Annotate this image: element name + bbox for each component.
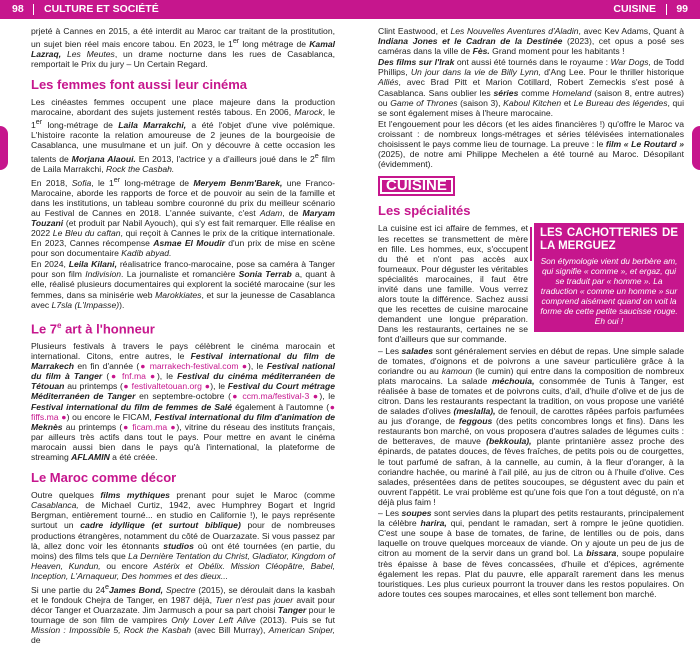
intro-paragraph: prjeté à Cannes en 2015, a été interdit au Maroc car traitant de la prostitution, un sujet bien réel mais encore tabou. En 2023, le 1er long métrage de Kamal Lazraq, Les Meutes, un drame nocturne dans les rues de Casablanca, remportait le Prix du jury – Un Certain Regard. <box>31 26 336 70</box>
femmes-paragraph-1: Les cinéastes femmes occupent une place majeure dans la production marocaine, abordant des sujets justement restés tabous. En 2006, Marock, le 1er long-métrage de Laila Marrakchi, a été l'objet d'une vive polémique. L'histoire raconte la relation amoureuse de 2 jeunes de la bourgeoisie de Casablanca, une musulmane et un juif. On y découvre à cette occasion les talents de Morjana Alaoui. En 2013, l'actrice y a d'ailleurs joué dans le 2e film de Laila Marrakchi, Rock the Casbah. <box>31 97 336 174</box>
femmes-paragraph-2: En 2018, Sofia, le 1er long-métrage de Meryem Benm'Barek, une Franco-Marocaine, aborde les rapports de force et de pouvoir au sein de la famille et dans les institutions, un tableau sombre couronné du prix du meilleur scénario au Festival de Cannes en 2018. L'année suivante, c'est Adam, de Maryam Touzani (et produit par Nabil Ayouch), qui s'y est fait remarquer. Elle réalise en 2022 Le Bleu du caftan, qui reçoit à Cannes le prix de la critique internationale. En 2023, Cannes récompense Asmae El Moudir d'un prix de mise en scène pour son documentaire Kadib abyad. <box>31 175 335 259</box>
left-page-header <box>0 0 350 19</box>
femmes-paragraph-3: En 2024, Leila Kilani, réalisatrice franco-marocaine, pose sa caméra à Tanger pour son film Indivision. La journaliste et romancière Sonia Terrab a, quant à elle, réalisé plusieurs documentaires qui explorent la société marocaine (sur les femmes, dans sa minisérie web Marokkiates, et sur la jeunesse de Casablanca avec L7sla (L'Impasse)). <box>31 259 336 310</box>
link-fnf[interactable]: ● fnf.ma ● <box>109 371 157 382</box>
heading-decor: Le Maroc comme décor <box>31 470 177 486</box>
link-ficam[interactable]: ● ficam.ma ● <box>122 421 177 432</box>
left-edge-tab <box>0 126 8 170</box>
heading-femmes: Les femmes font aussi leur cinéma <box>31 77 248 93</box>
link-festival-tetouan[interactable]: ● festivaltetouan.org ● <box>122 381 211 392</box>
left-section-title: CULTURE ET SOCIÉTÉ <box>44 3 159 15</box>
header-divider <box>666 4 667 15</box>
right-section-title: CUISINE <box>613 3 656 15</box>
continued-paragraph-3: Et l'engouement pour les décors (et les aides financières !) qu'offre le Maroc va croissant : de nombreux longs-métrages et séries télévisées internationales choisissent le pays comme lieu de tournage. La preuve : le film « Le Routard » (2025), de notre ami Philippe Mechelen a été tourné au Maroc. Désopilant (évidemment). <box>378 118 684 170</box>
link-marrakech-festival[interactable]: ● marrakech-festival.com ● <box>139 361 249 372</box>
decor-paragraph-2: Si une partie du 24eJames Bond, Spectre (2015), se déroulait dans la kasbah et le fondouk Chejra de Tanger, en 1987 déjà, Tuer n'est pas jouer avait pour décor Tanger et Ouarzazate. Jim Jarmusch a pour sa part choisi Tanger pour le tournage de son film de vampires Only Lover Left Alive (2013). Puis se fut Mission : Impossible 5, Rock the Kasbah (avec Bill Murray), American Sniper, de <box>31 582 336 646</box>
cuisine-chapter-label: CUISINE <box>378 176 455 196</box>
heading-specialites: Les spécialités <box>378 203 471 219</box>
left-column <box>31 26 335 646</box>
link-fiffs[interactable]: ● fiffs.ma ● <box>31 401 335 422</box>
soupes-paragraph: – Les soupes sont servies dans la plupart des petits restaurants, principalement la célèbre harira, qui, pendant le ramadan, sert à rompre le jeûne quotidien. C'est une soupe à base de tomates, de farine, de lentilles ou de pois, dans laquelle on trouve quelques morceaux de viande. On y ajoute un peu de jus de citron au moment de la servir dans un grand bol. La bissara, soupe populaire très épaisse à base de fèves concassées, d'huile et d'épices, agrémente également les repas. Plat du pauvre, elle apparaît rarement dans les menus touristiques. Les plus curieux pourront la trouver dans les restos populaires. On adore toutes ces soupes marocaines, et elles sont tellement bon marché. <box>378 508 684 599</box>
decor-paragraph-1: Outre quelques films mythiques prenant pour sujet le Maroc (comme Casablanca, de Michael Curtiz, 1942, avec Humphrey Bogart et Ingrid Bergman, entièrement tourné... en studio en Californie !), le pays représente surtout un cadre idyllique (et surtout biblique) pour de nombreuses productions étrangères, notamment du côté de Ouarzazate. Si vous passez par là, allez donc voir les étonnants studios où ont été tournées (en partie, du moins) des films tels que La Dernière Tentation du Christ, Gladiator, Kingdom of Heaven, Kundun, ou encore Astérix et Obélix. Mission Cléopâtre, Babel, Inception, L'Arnaqueur, Des hommes et des dieux... <box>31 490 335 581</box>
page-number-right: 99 <box>676 3 688 15</box>
right-page-header <box>350 0 700 19</box>
specialites-paragraph-1: La cuisine est ici affaire de femmes, et les recettes se transmettent de mère en fille. Les hommes, eux, s'occupent du thé et n'ont pas accès aux fourneaux. Pour déguster les véritables spécialités marocaines, il faut être invité dans une famille. Vous verrez alors toute la différence. Sachez aussi que les recettes de cuisine marocaine demandent une longue préparation. Dans les restaurants, certaines ne se font d'ailleurs que sur commande. <box>378 223 528 345</box>
header-divider <box>33 4 34 15</box>
right-page <box>350 0 700 599</box>
sidebar-title: LES CACHOTTERIES DE LA MERGUEZ <box>540 227 678 252</box>
page-number-left: 98 <box>12 3 24 15</box>
continued-paragraph-2: Des films sur l'Irak ont aussi été tournés dans le royaume : War Dogs, de Todd Phillips, Un jour dans la vie de Billy Lynn, d'Ang Lee. Pour le thriller historique Alliés, avec Brad Pitt et Marion Cotillard, Robert Zemeckis s'est posé à Casablanca. Sans oublier les séries comme Homeland (saison 8, entre autres) ou Game of Thrones (saison 3), Kaboul Kitchen et Le Bureau des légendes, qui se sont également mises à l'heure marocaine. <box>378 57 685 118</box>
right-column <box>378 26 684 600</box>
specialites-section <box>378 223 684 598</box>
right-edge-tab <box>692 126 700 170</box>
continued-paragraph-1: Clint Eastwood, et Les Nouvelles Aventures d'Aladin, avec Kev Adams, Quant à Indiana Jones et le Cadran de la Destinée (2023), cet opus a posé ses caméras dans la ville de Fès. Grand moment pour les habitants ! <box>378 26 684 57</box>
heading-7e-art: Le 7e art à l'honneur <box>31 320 155 337</box>
merguez-sidebar-box <box>534 223 684 332</box>
salades-paragraph: – Les salades sont généralement servies en début de repas. Une simple salade de tomates, d'oignons et de poivrons a une saveur particulière grâce à la coriandre ou au kamoun (le cumin) qui entre dans la composition de nombreux plats marocains. La salade méchouia, consommée de Tunis à Tanger, est réalisée à base de tomates et de poivrons cuits, d'ail, d'huile d'olive et de jus de citron. Dans les restaurants respectant la tradition, on vous propose une variété de salades d'olives (meslalla), de fenouil, de carottes râpées parfois parfumées au jus d'orange, de feggous (des petits concombres longs et fins). Dans les restaurants bon marché, on vous proposera d'autres salades de légumes cuits : de betteraves, de mauve (bekkoula), plante printanière assez proche des épinards, de patates douces, de fèves fraîches, de petits pois ou de courgettes, le tout parfumé de safran, à la cannelle, au cumin, à la fleur d'oranger, à la coriandre hachée, ou mariné à l'ail pilé, au jus de citron ou à l'huile d'olive. Ces salades, présentées dans de petites soucoupes, se dégustent avec du pain et ouvrent l'appétit. Le vrai problème est qu'une fois que l'on a tout dégusté, on n'a déjà plus faim ! <box>378 345 684 507</box>
sidebar-body: Son étymologie vient du berbère am, qui signifie « comme », et ergaz, qui se traduit par « homme ». La traduction « comme un homme » sur comprend aisément quand on voit la forme de cette petite saucisse rouge. Eh oui ! <box>540 256 678 327</box>
link-ccm[interactable]: ● ccm.ma/festival-3 ● <box>230 391 320 402</box>
art-paragraph: Plusieurs festivals à travers le pays célèbrent le cinéma marocain et international. Citons, entre autres, le Festival international du film de Marrakech en fin d'année (● marrakech-festival.com ●), le Festival national du film à Tanger (● fnf.ma ●), le Festival du cinéma méditerranéen de Tétouan au printemps (● festivaltetouan.org ●), le Festival du Court métrage Méditerranéen de Tanger en septembre-octobre (● ccm.ma/festival-3 ●), le Festival international du film de femmes de Salé également à l'automne (● fiffs.ma ●) ou encore le FICAM, Festival international du film d'animation de Meknès au printemps (● ficam.ma ●), vitrine du réseau des instituts français, par ailleurs très actifs dans tout le pays. Pour mettre en avant le cinéma marocain aussi bien dans le pays qu'à l'international, la plateforme de streaming AFLAMIN a été créée. <box>31 341 336 463</box>
